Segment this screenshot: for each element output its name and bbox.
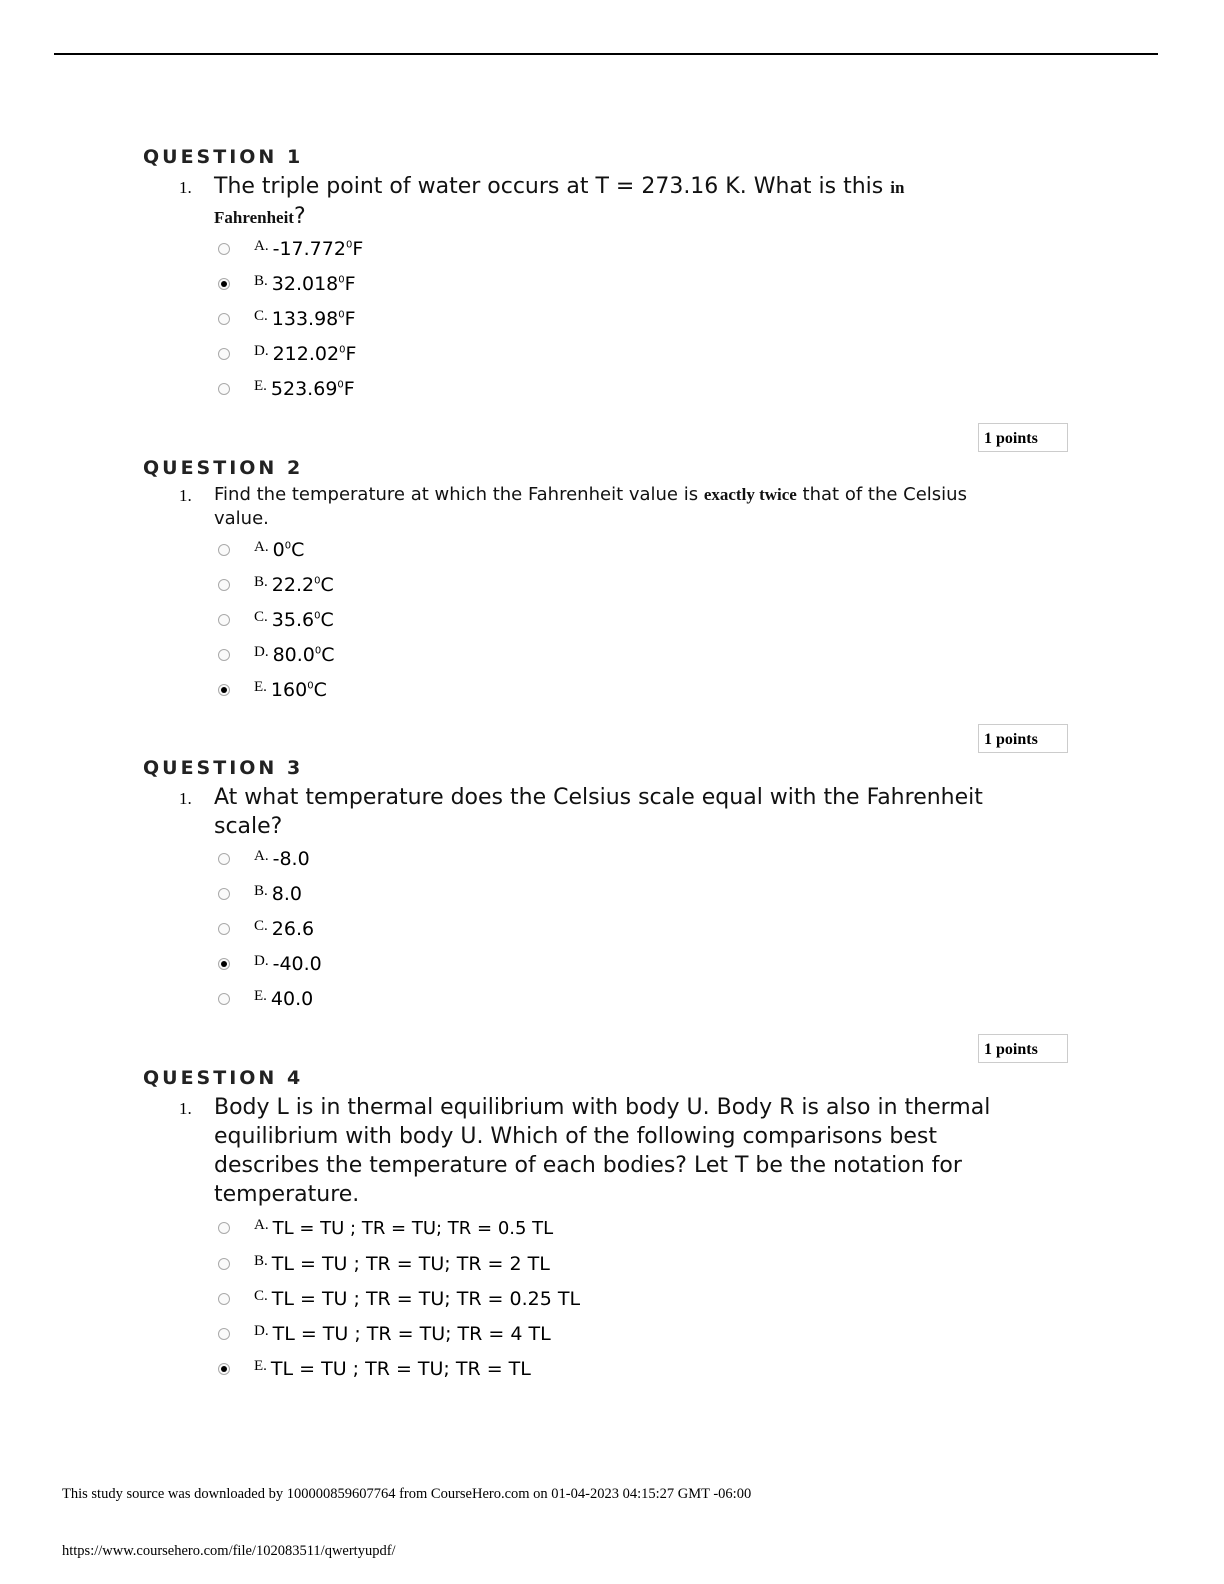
radio-button[interactable] <box>218 1293 230 1305</box>
radio-button[interactable] <box>218 243 230 255</box>
q1-option-b[interactable]: B. 32.018$^0$F <box>218 271 356 297</box>
q1-option-a[interactable]: A. -17.772$^0$F <box>218 236 363 262</box>
radio-button[interactable] <box>218 923 230 935</box>
radio-button[interactable] <box>218 544 230 556</box>
radio-button[interactable] <box>218 614 230 626</box>
q3-option-a[interactable]: A. -8.0 <box>218 846 310 872</box>
radio-button[interactable] <box>218 1258 230 1270</box>
q1-option-e[interactable]: E. 523.69$^0$F <box>218 376 355 402</box>
radio-button[interactable] <box>218 853 230 865</box>
points-badge: 1 points <box>978 423 1068 452</box>
question-4-text: Body L is in thermal equilibrium with body U. Body R is also in thermal equilibrium with body U. Which of the following comparisons best describes the temperature of each bodies? Let T be the notation for temperature. <box>214 1095 991 1207</box>
radio-button[interactable] <box>218 888 230 900</box>
q2-option-c[interactable]: C. 35.6$^0$C <box>218 607 334 633</box>
q3-option-c[interactable]: C. 26.6 <box>218 916 314 942</box>
q4-option-e[interactable]: E. TL = TU ; TR = TU; TR = TL <box>218 1356 531 1382</box>
q3-option-b[interactable]: B. 8.0 <box>218 881 302 907</box>
radio-button[interactable] <box>218 1222 230 1234</box>
q3-option-e[interactable]: E. 40.0 <box>218 986 313 1012</box>
points-badge: 1 points <box>978 724 1068 753</box>
q1-option-c[interactable]: C. 133.98$^0$F <box>218 306 356 332</box>
points-badge: 1 points <box>978 1034 1068 1063</box>
top-rule <box>54 53 1158 55</box>
radio-button[interactable] <box>218 313 230 325</box>
radio-button[interactable] <box>218 348 230 360</box>
question-3-number: 1. <box>179 789 192 808</box>
q4-option-b[interactable]: B. TL = TU ; TR = TU; TR = 2 TL <box>218 1251 550 1277</box>
question-3-text: At what temperature does the Celsius scale equal with the Fahrenheit scale? <box>214 785 983 839</box>
q2-option-b[interactable]: B. 22.2$^0$C <box>218 572 334 598</box>
radio-button[interactable] <box>218 383 230 395</box>
question-2-text: Find the temperature at which the Fahrenheit value is exactly twice that of the Celsius value. <box>214 484 967 529</box>
question-2-number: 1. <box>179 486 192 505</box>
q4-option-d[interactable]: D. TL = TU ; TR = TU; TR = 4 TL <box>218 1321 551 1347</box>
download-notice: This study source was downloaded by 100000859607764 from CourseHero.com on 01-04-2023 04:15:27 GMT -06:00 <box>62 1486 752 1502</box>
question-3-heading: QUESTION 3 <box>143 757 304 779</box>
radio-button-selected[interactable] <box>218 958 230 970</box>
radio-button[interactable] <box>218 649 230 661</box>
question-2-heading: QUESTION 2 <box>143 457 304 479</box>
radio-button[interactable] <box>218 1328 230 1340</box>
radio-button-selected[interactable] <box>218 278 230 290</box>
question-1-number: 1. <box>179 178 192 197</box>
radio-button[interactable] <box>218 993 230 1005</box>
q4-option-c[interactable]: C. TL = TU ; TR = TU; TR = 0.25 TL <box>218 1286 580 1312</box>
question-1-text: The triple point of water occurs at T = 273.16 K. What is this in Fahrenheit? <box>214 174 905 229</box>
source-url[interactable]: https://www.coursehero.com/file/102083511/qwertyupdf/ <box>62 1543 396 1559</box>
question-4-heading: QUESTION 4 <box>143 1067 304 1089</box>
question-4-number: 1. <box>179 1099 192 1118</box>
q2-option-e[interactable]: E. $160^0C$ <box>218 677 327 703</box>
q4-option-a[interactable]: A. TL = TU ; TR = TU; TR = 0.5 TL <box>218 1215 553 1241</box>
q3-option-d[interactable]: D. -40.0 <box>218 951 322 977</box>
radio-button-selected[interactable] <box>218 684 230 696</box>
radio-button-selected[interactable] <box>218 1363 230 1375</box>
radio-button[interactable] <box>218 579 230 591</box>
question-1-heading: QUESTION 1 <box>143 146 304 168</box>
q2-option-d[interactable]: D. 80.0$^0$C <box>218 642 335 668</box>
q1-option-d[interactable]: D. 212.02$^0$F <box>218 341 356 367</box>
q2-option-a[interactable]: A. $0^0C$ <box>218 537 304 563</box>
